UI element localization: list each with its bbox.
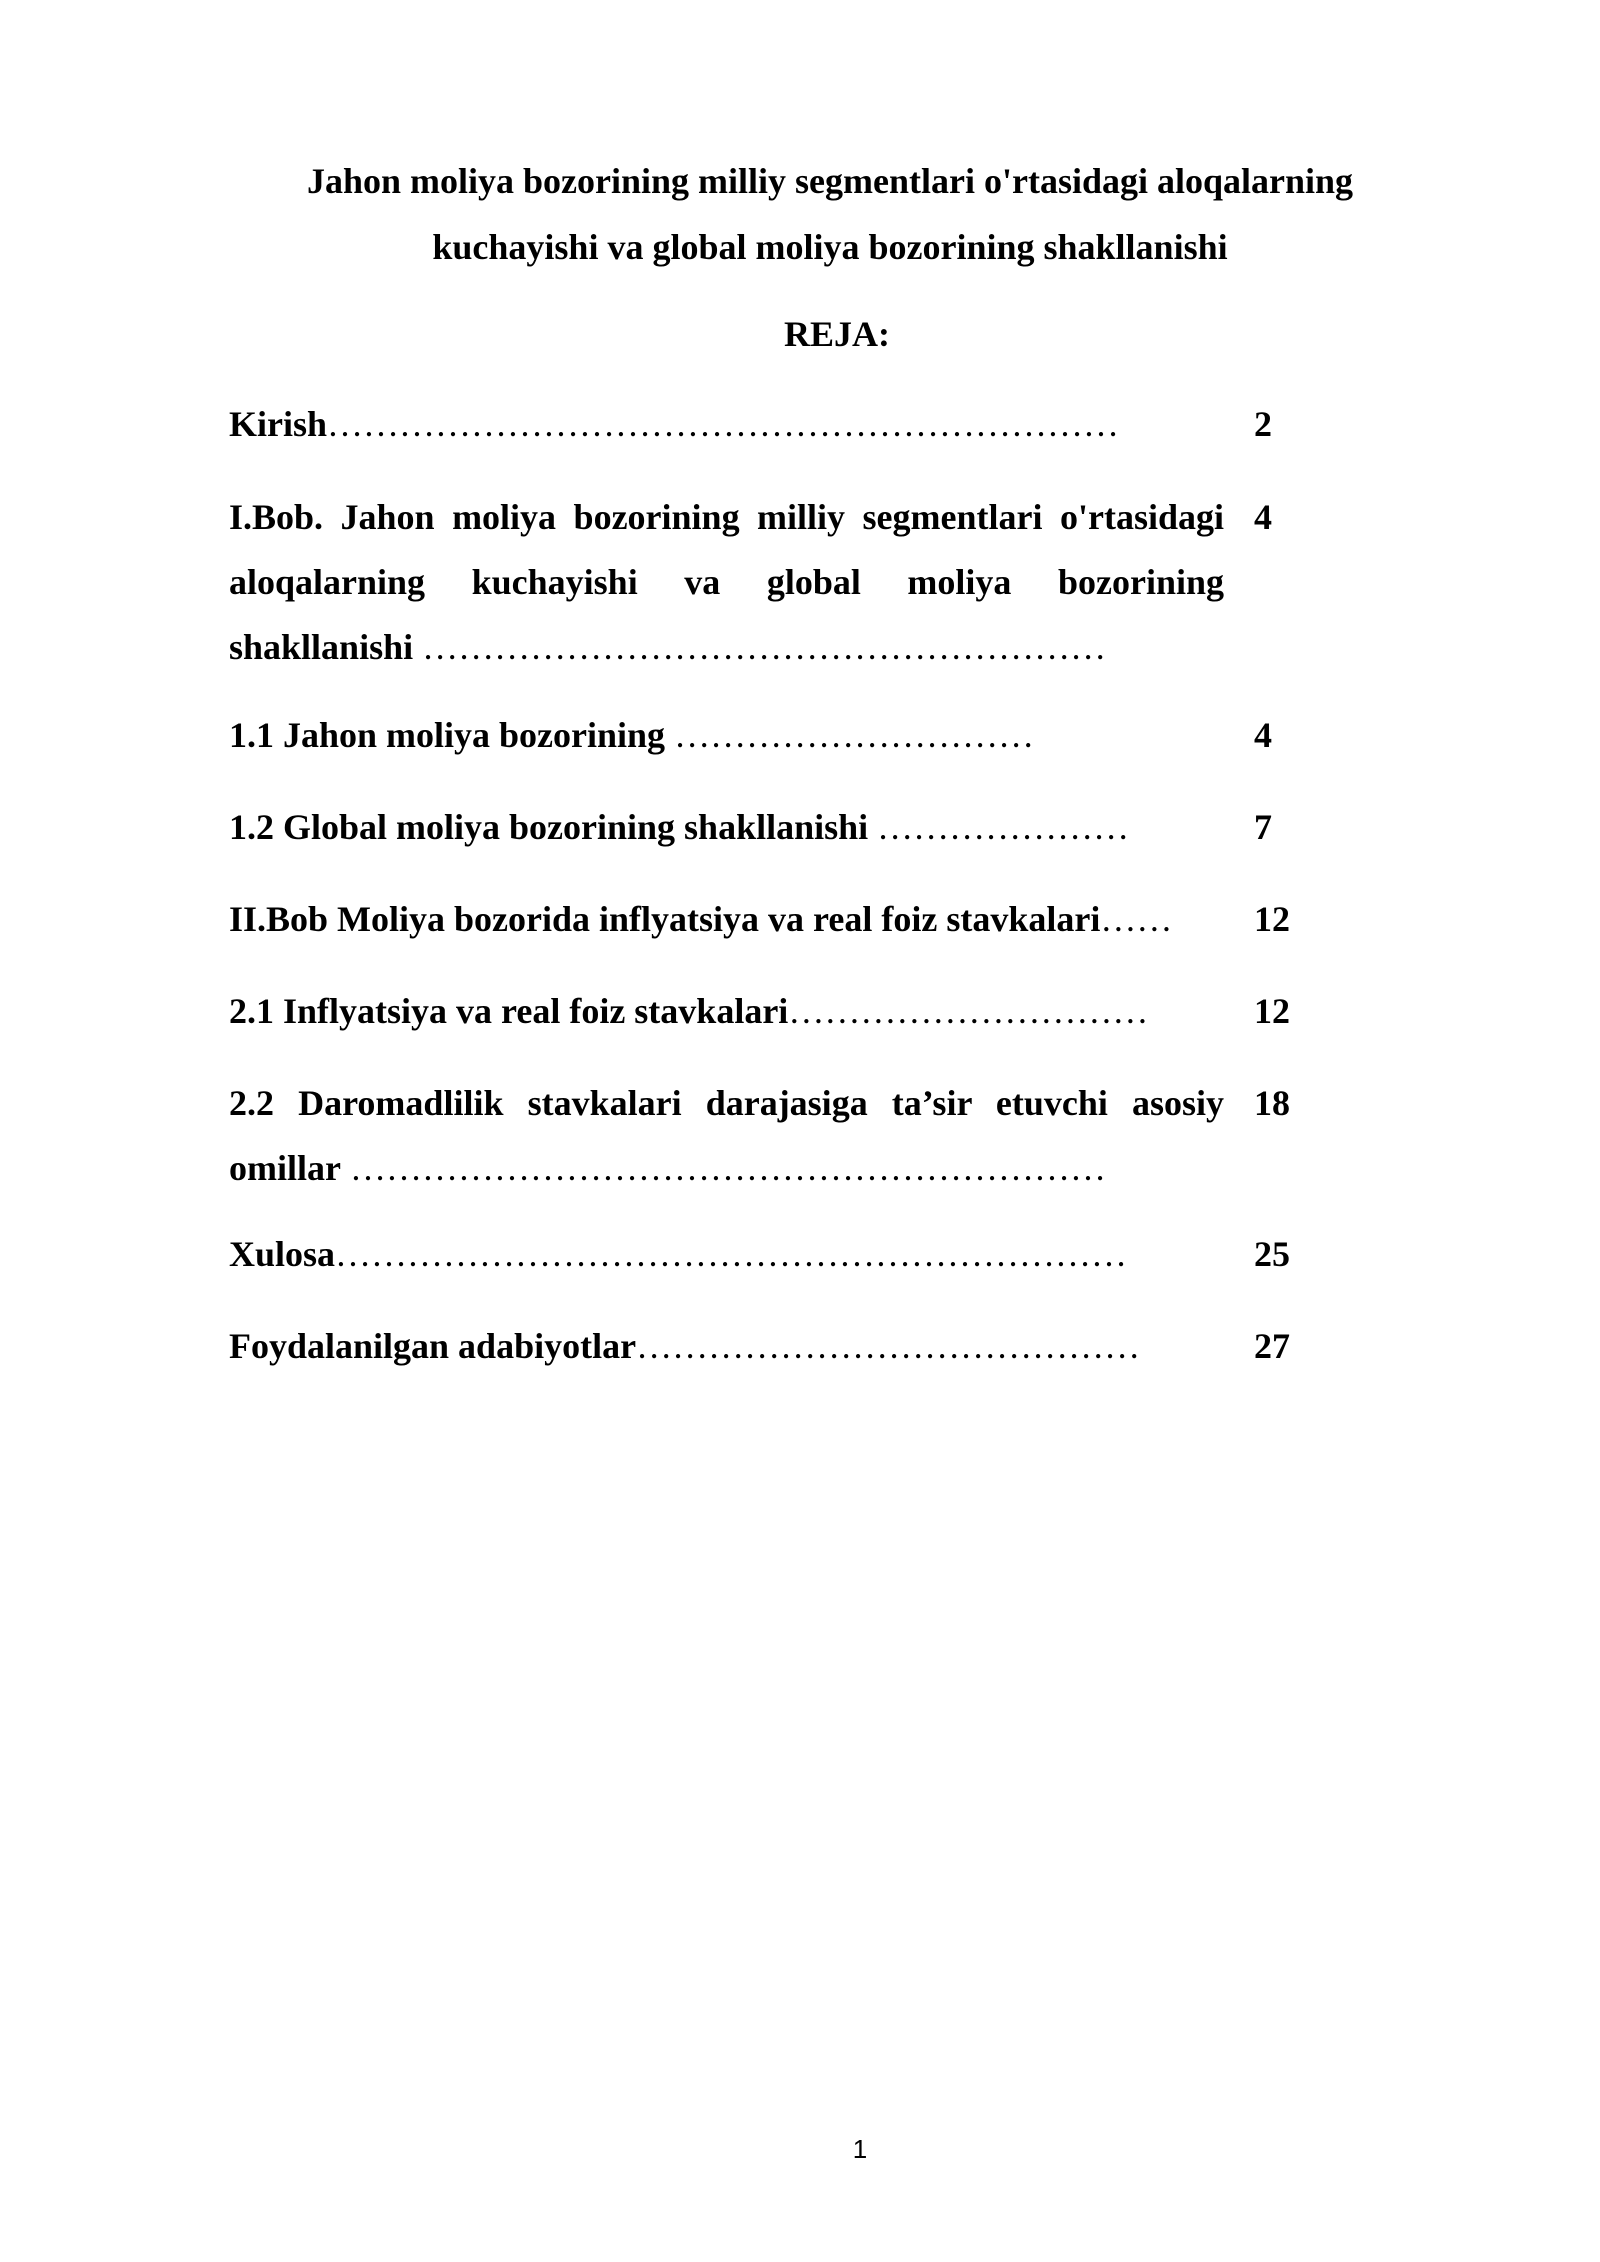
toc-entry-title xyxy=(229,1071,1224,1201)
toc-entry-label: Foydalanilgan adabiyotlar xyxy=(229,1326,637,1366)
toc-entry-label: I.Bob. Jahon moliya bozorining milliy segmentlari o'rtasidagi aloqalarning kuchayishi va global moliya bozorining shakllanishi xyxy=(229,497,1224,667)
toc-leader-dots: …… xyxy=(1100,899,1173,939)
toc-entry-label: Xulosa xyxy=(229,1234,336,1274)
toc-entry-label: 2.2 Daromadlilik stavkalari darajasiga ta’sir etuvchi asosiy omillar xyxy=(229,1083,1224,1188)
toc-entry-label: 1.1 Jahon moliya bozorining xyxy=(229,715,666,755)
title-line-1: Jahon moliya bozorining milliy segmentlari o'rtasidagi aloqalarning xyxy=(306,161,1354,201)
toc-entry-title xyxy=(229,392,1224,457)
toc-page-number: 25 xyxy=(1254,1234,1290,1274)
plan-heading: REJA: xyxy=(784,314,890,354)
toc-entry-title xyxy=(229,703,1224,768)
toc-page-number: 7 xyxy=(1254,807,1272,847)
toc-entry-title xyxy=(229,1222,1224,1287)
document-title xyxy=(230,148,1430,280)
toc-leader-dots: ………………………… xyxy=(788,991,1149,1031)
toc-entry-label: Kirish xyxy=(229,404,328,444)
toc-leader-dots: ………………………………………………… xyxy=(413,627,1107,667)
title-line-2: kuchayishi va global moliya bozorining shakllanishi xyxy=(432,227,1228,267)
toc-entry-title xyxy=(229,795,1224,860)
toc-entry-label: 2.1 Inflyatsiya va real foiz stavkalari xyxy=(229,991,789,1031)
toc-entry-label: II.Bob Moliya bozorida inflyatsiya va real foiz stavkalari xyxy=(229,899,1101,939)
toc-page-number: 4 xyxy=(1254,497,1272,537)
toc-page-number: 4 xyxy=(1254,715,1272,755)
toc-entry-label: 1.2 Global moliya bozorining shakllanishi xyxy=(229,807,869,847)
toc-entry-title xyxy=(229,485,1224,680)
toc-page-number: 18 xyxy=(1254,1083,1290,1123)
toc-leader-dots: ………………………………………………………… xyxy=(335,1234,1128,1274)
toc-page-number: 12 xyxy=(1254,991,1290,1031)
toc-leader-dots: ………………………… xyxy=(665,715,1035,755)
toc-page-number: 12 xyxy=(1254,899,1290,939)
page-number: 1 xyxy=(852,2134,868,2164)
toc-leader-dots: ………………………………………………………… xyxy=(327,404,1120,444)
toc-entry-title xyxy=(229,887,1224,952)
toc-page-number: 2 xyxy=(1254,404,1272,444)
toc-leader-dots: …………………………………… xyxy=(636,1326,1141,1366)
toc-entry-title xyxy=(229,1314,1224,1379)
toc-leader-dots: ……………………………………………………… xyxy=(340,1148,1106,1188)
toc-leader-dots: ………………… xyxy=(868,807,1130,847)
toc-entry-title xyxy=(229,979,1224,1044)
toc-page-number: 27 xyxy=(1254,1326,1290,1366)
